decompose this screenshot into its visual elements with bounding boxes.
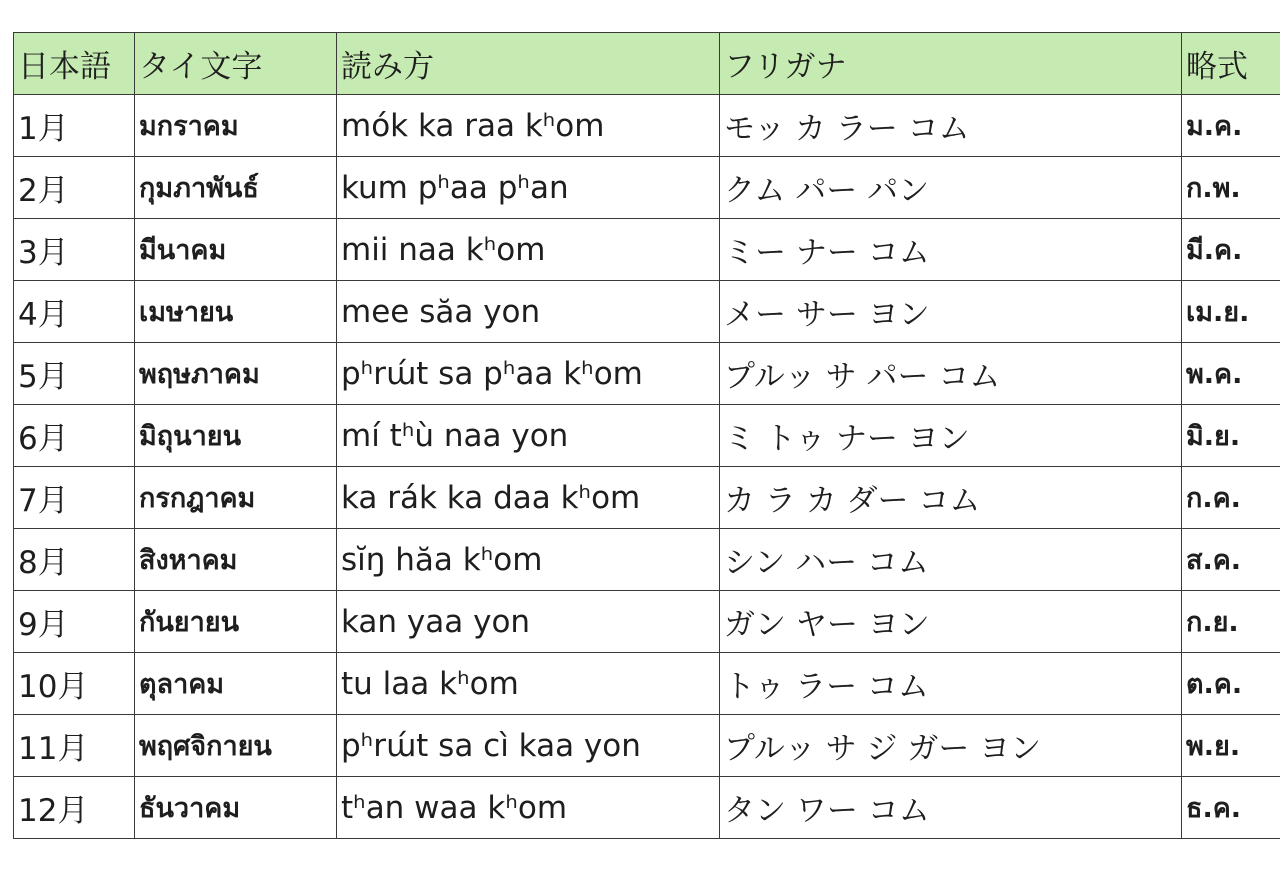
cell-abbreviation: ก.พ.	[1182, 157, 1280, 219]
month-table-container	[13, 32, 1280, 839]
table-row	[14, 343, 1280, 405]
cell-thai: ธันวาคม	[135, 777, 337, 839]
cell-japanese: 6月	[14, 405, 135, 467]
cell-furigana: タン ワー コム	[720, 777, 1182, 839]
cell-furigana: ミー ナー コム	[720, 219, 1182, 281]
cell-thai: ตุลาคม	[135, 653, 337, 715]
cell-japanese: 8月	[14, 529, 135, 591]
table-row	[14, 653, 1280, 715]
cell-japanese: 7月	[14, 467, 135, 529]
cell-furigana: カ ラ カ ダー コム	[720, 467, 1182, 529]
header-thai: タイ文字	[135, 33, 337, 95]
table-row	[14, 405, 1280, 467]
table-row	[14, 219, 1280, 281]
cell-abbreviation: ส.ค.	[1182, 529, 1280, 591]
cell-furigana: クム パー パン	[720, 157, 1182, 219]
cell-reading: kum pʰaa pʰan	[337, 157, 720, 219]
cell-abbreviation: เม.ย.	[1182, 281, 1280, 343]
cell-thai: สิงหาคม	[135, 529, 337, 591]
cell-reading: pʰrɯ́t sa cì kaa yon	[337, 715, 720, 777]
cell-abbreviation: ม.ค.	[1182, 95, 1280, 157]
header-japanese: 日本語	[14, 33, 135, 95]
cell-furigana: モッ カ ラー コム	[720, 95, 1182, 157]
cell-furigana: トゥ ラー コム	[720, 653, 1182, 715]
cell-abbreviation: ก.ค.	[1182, 467, 1280, 529]
cell-abbreviation: มิ.ย.	[1182, 405, 1280, 467]
cell-furigana: シン ハー コム	[720, 529, 1182, 591]
header-row	[14, 33, 1280, 95]
cell-japanese: 10月	[14, 653, 135, 715]
cell-japanese: 1月	[14, 95, 135, 157]
cell-reading: pʰrɯ́t sa pʰaa kʰom	[337, 343, 720, 405]
cell-abbreviation: ต.ค.	[1182, 653, 1280, 715]
table-row	[14, 95, 1280, 157]
table-row	[14, 591, 1280, 653]
cell-abbreviation: ธ.ค.	[1182, 777, 1280, 839]
table-row	[14, 157, 1280, 219]
cell-reading: mók ka raa kʰom	[337, 95, 720, 157]
cell-reading: mee săa yon	[337, 281, 720, 343]
cell-thai: กันยายน	[135, 591, 337, 653]
table-row	[14, 529, 1280, 591]
table-row	[14, 281, 1280, 343]
cell-thai: พฤษภาคม	[135, 343, 337, 405]
cell-abbreviation: ก.ย.	[1182, 591, 1280, 653]
cell-reading: tu laa kʰom	[337, 653, 720, 715]
cell-furigana: メー サー ヨン	[720, 281, 1182, 343]
cell-thai: กรกฎาคม	[135, 467, 337, 529]
cell-abbreviation: พ.ย.	[1182, 715, 1280, 777]
cell-reading: tʰan waa kʰom	[337, 777, 720, 839]
cell-furigana: プルッ サ パー コム	[720, 343, 1182, 405]
cell-japanese: 4月	[14, 281, 135, 343]
cell-japanese: 11月	[14, 715, 135, 777]
cell-reading: mí tʰù naa yon	[337, 405, 720, 467]
cell-thai: กุมภาพันธ์	[135, 157, 337, 219]
cell-reading: sĭŋ hăa kʰom	[337, 529, 720, 591]
cell-furigana: ミ トゥ ナー ヨン	[720, 405, 1182, 467]
cell-furigana: ガン ヤー ヨン	[720, 591, 1182, 653]
cell-reading: ka rák ka daa kʰom	[337, 467, 720, 529]
cell-abbreviation: พ.ค.	[1182, 343, 1280, 405]
header-furigana: フリガナ	[720, 33, 1182, 95]
cell-japanese: 12月	[14, 777, 135, 839]
header-reading: 読み方	[337, 33, 720, 95]
cell-thai: พฤศจิกายน	[135, 715, 337, 777]
table-row	[14, 715, 1280, 777]
cell-reading: mii naa kʰom	[337, 219, 720, 281]
cell-japanese: 2月	[14, 157, 135, 219]
cell-thai: มีนาคม	[135, 219, 337, 281]
cell-furigana: プルッ サ ジ ガー ヨン	[720, 715, 1182, 777]
cell-japanese: 5月	[14, 343, 135, 405]
header-abbreviation: 略式	[1182, 33, 1280, 95]
cell-thai: เมษายน	[135, 281, 337, 343]
thai-month-table	[13, 32, 1280, 839]
cell-thai: มกราคม	[135, 95, 337, 157]
cell-reading: kan yaa yon	[337, 591, 720, 653]
table-row	[14, 467, 1280, 529]
cell-japanese: 3月	[14, 219, 135, 281]
cell-japanese: 9月	[14, 591, 135, 653]
cell-abbreviation: มี.ค.	[1182, 219, 1280, 281]
table-row	[14, 777, 1280, 839]
cell-thai: มิถุนายน	[135, 405, 337, 467]
